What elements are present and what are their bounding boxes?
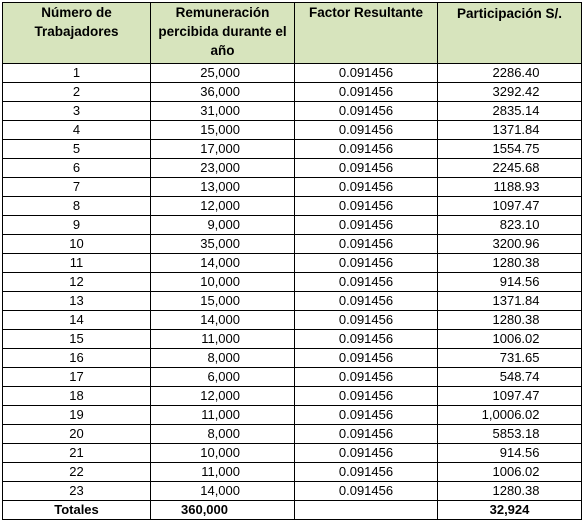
participacion-value: 914.56 (499, 445, 540, 460)
table-row (3, 235, 582, 254)
participacion-value: 731.65 (499, 350, 540, 365)
totals-remuneracion: 360,000 (151, 501, 295, 520)
table-row (3, 140, 582, 159)
table-row (3, 311, 582, 330)
cell-participacion (438, 311, 582, 330)
cell-factor: 0.091456 (295, 330, 438, 349)
cell-remuneracion: 11,000 (151, 330, 295, 349)
participacion-table (2, 2, 582, 520)
cell-participacion (438, 368, 582, 387)
cell-participacion (438, 273, 582, 292)
cell-participacion (438, 140, 582, 159)
cell-factor: 0.091456 (295, 349, 438, 368)
cell-factor: 0.091456 (295, 254, 438, 273)
participacion-value: 1554.75 (492, 141, 540, 156)
cell-remuneracion: 11,000 (151, 463, 295, 482)
table-body (3, 64, 582, 501)
cell-participacion (438, 102, 582, 121)
cell-factor: 0.091456 (295, 159, 438, 178)
cell-factor: 0.091456 (295, 197, 438, 216)
cell-factor: 0.091456 (295, 140, 438, 159)
cell-numero: 7 (3, 178, 151, 197)
cell-remuneracion: 14,000 (151, 482, 295, 501)
cell-remuneracion: 12,000 (151, 387, 295, 406)
participacion-value: 1006.02 (492, 464, 540, 479)
participacion-value: 1371.84 (492, 122, 540, 137)
cell-numero: 1 (3, 64, 151, 83)
participacion-value: 2835.14 (492, 103, 540, 118)
cell-remuneracion: 11,000 (151, 406, 295, 425)
cell-numero: 5 (3, 140, 151, 159)
cell-remuneracion: 8,000 (151, 349, 295, 368)
cell-factor: 0.091456 (295, 311, 438, 330)
table-row (3, 64, 582, 83)
cell-factor: 0.091456 (295, 425, 438, 444)
cell-factor: 0.091456 (295, 121, 438, 140)
cell-remuneracion: 23,000 (151, 159, 295, 178)
cell-remuneracion: 35,000 (151, 235, 295, 254)
table-row (3, 292, 582, 311)
cell-participacion (438, 444, 582, 463)
cell-factor: 0.091456 (295, 102, 438, 121)
cell-participacion (438, 197, 582, 216)
table-row (3, 444, 582, 463)
cell-participacion (438, 482, 582, 501)
cell-numero: 21 (3, 444, 151, 463)
table-row (3, 102, 582, 121)
cell-participacion (438, 83, 582, 102)
table-row (3, 83, 582, 102)
cell-remuneracion: 31,000 (151, 102, 295, 121)
cell-numero: 6 (3, 159, 151, 178)
table-row (3, 387, 582, 406)
totals-label: Totales (3, 501, 151, 520)
table-row (3, 121, 582, 140)
cell-numero: 15 (3, 330, 151, 349)
table-row (3, 368, 582, 387)
table-row (3, 463, 582, 482)
participacion-value: 1097.47 (492, 198, 540, 213)
cell-numero: 10 (3, 235, 151, 254)
cell-participacion (438, 292, 582, 311)
cell-factor: 0.091456 (295, 178, 438, 197)
cell-numero: 9 (3, 216, 151, 235)
participacion-value: 1280.38 (492, 483, 540, 498)
cell-participacion (438, 330, 582, 349)
cell-participacion (438, 387, 582, 406)
participacion-value: 1097.47 (492, 388, 540, 403)
cell-remuneracion: 36,000 (151, 83, 295, 102)
cell-remuneracion: 10,000 (151, 273, 295, 292)
cell-remuneracion: 14,000 (151, 254, 295, 273)
participacion-value: 1188.93 (493, 179, 540, 194)
cell-numero: 12 (3, 273, 151, 292)
cell-numero: 19 (3, 406, 151, 425)
participacion-value: 2286.40 (492, 65, 540, 80)
table-row (3, 330, 582, 349)
cell-remuneracion: 14,000 (151, 311, 295, 330)
participacion-value: 3292.42 (492, 84, 540, 99)
cell-remuneracion: 6,000 (151, 368, 295, 387)
cell-factor: 0.091456 (295, 463, 438, 482)
cell-factor: 0.091456 (295, 387, 438, 406)
table-row (3, 254, 582, 273)
header-factor: Factor Resultante (295, 3, 438, 64)
cell-numero: 14 (3, 311, 151, 330)
participacion-value: 3200.96 (492, 236, 540, 251)
table-row (3, 178, 582, 197)
participacion-value: 548.74 (499, 369, 540, 384)
cell-factor: 0.091456 (295, 83, 438, 102)
participacion-value: 1371.84 (492, 293, 540, 308)
cell-remuneracion: 10,000 (151, 444, 295, 463)
cell-participacion (438, 216, 582, 235)
cell-remuneracion: 25,000 (151, 64, 295, 83)
cell-factor: 0.091456 (295, 368, 438, 387)
cell-factor: 0.091456 (295, 64, 438, 83)
cell-factor: 0.091456 (295, 444, 438, 463)
cell-numero: 8 (3, 197, 151, 216)
cell-remuneracion: 12,000 (151, 197, 295, 216)
table-row (3, 197, 582, 216)
cell-numero: 4 (3, 121, 151, 140)
cell-numero: 3 (3, 102, 151, 121)
cell-participacion (438, 121, 582, 140)
totals-participacion: 32,924 (438, 501, 582, 520)
table-row (3, 482, 582, 501)
header-participacion: Participación S/. (438, 3, 582, 64)
table-row (3, 159, 582, 178)
table-row (3, 425, 582, 444)
participacion-value: 914.56 (499, 274, 540, 289)
cell-participacion (438, 406, 582, 425)
table-row (3, 406, 582, 425)
cell-factor: 0.091456 (295, 235, 438, 254)
cell-participacion (438, 159, 582, 178)
participacion-value: 2245.68 (492, 160, 540, 175)
header-numero-trabajadores: Número de Trabajadores (3, 3, 151, 64)
cell-numero: 2 (3, 83, 151, 102)
cell-participacion (438, 254, 582, 273)
cell-factor: 0.091456 (295, 273, 438, 292)
cell-numero: 22 (3, 463, 151, 482)
cell-remuneracion: 17,000 (151, 140, 295, 159)
participacion-value: 1280.38 (492, 255, 540, 270)
cell-factor: 0.091456 (295, 292, 438, 311)
cell-numero: 11 (3, 254, 151, 273)
participacion-value: 823.10 (499, 217, 540, 232)
cell-factor: 0.091456 (295, 482, 438, 501)
cell-participacion (438, 463, 582, 482)
header-remuneracion: Remuneración percibida durante el año (151, 3, 295, 64)
participacion-value: 1006.02 (492, 331, 540, 346)
table-row (3, 273, 582, 292)
cell-remuneracion: 13,000 (151, 178, 295, 197)
cell-participacion (438, 235, 582, 254)
cell-numero: 13 (3, 292, 151, 311)
cell-factor: 0.091456 (295, 216, 438, 235)
cell-remuneracion: 15,000 (151, 121, 295, 140)
table-header (3, 3, 582, 64)
cell-numero: 17 (3, 368, 151, 387)
cell-participacion (438, 349, 582, 368)
cell-participacion (438, 64, 582, 83)
table-row (3, 216, 582, 235)
cell-participacion (438, 425, 582, 444)
table-container (2, 2, 582, 520)
cell-numero: 20 (3, 425, 151, 444)
cell-remuneracion: 9,000 (151, 216, 295, 235)
cell-numero: 23 (3, 482, 151, 501)
participacion-value: 1280.38 (492, 312, 540, 327)
table-row (3, 349, 582, 368)
participacion-value: 5853.18 (492, 426, 540, 441)
header-row (3, 3, 582, 64)
cell-remuneracion: 8,000 (151, 425, 295, 444)
cell-factor: 0.091456 (295, 406, 438, 425)
participacion-value: 1,0006.02 (481, 407, 540, 422)
cell-remuneracion: 15,000 (151, 292, 295, 311)
cell-numero: 18 (3, 387, 151, 406)
cell-participacion (438, 178, 582, 197)
cell-numero: 16 (3, 349, 151, 368)
